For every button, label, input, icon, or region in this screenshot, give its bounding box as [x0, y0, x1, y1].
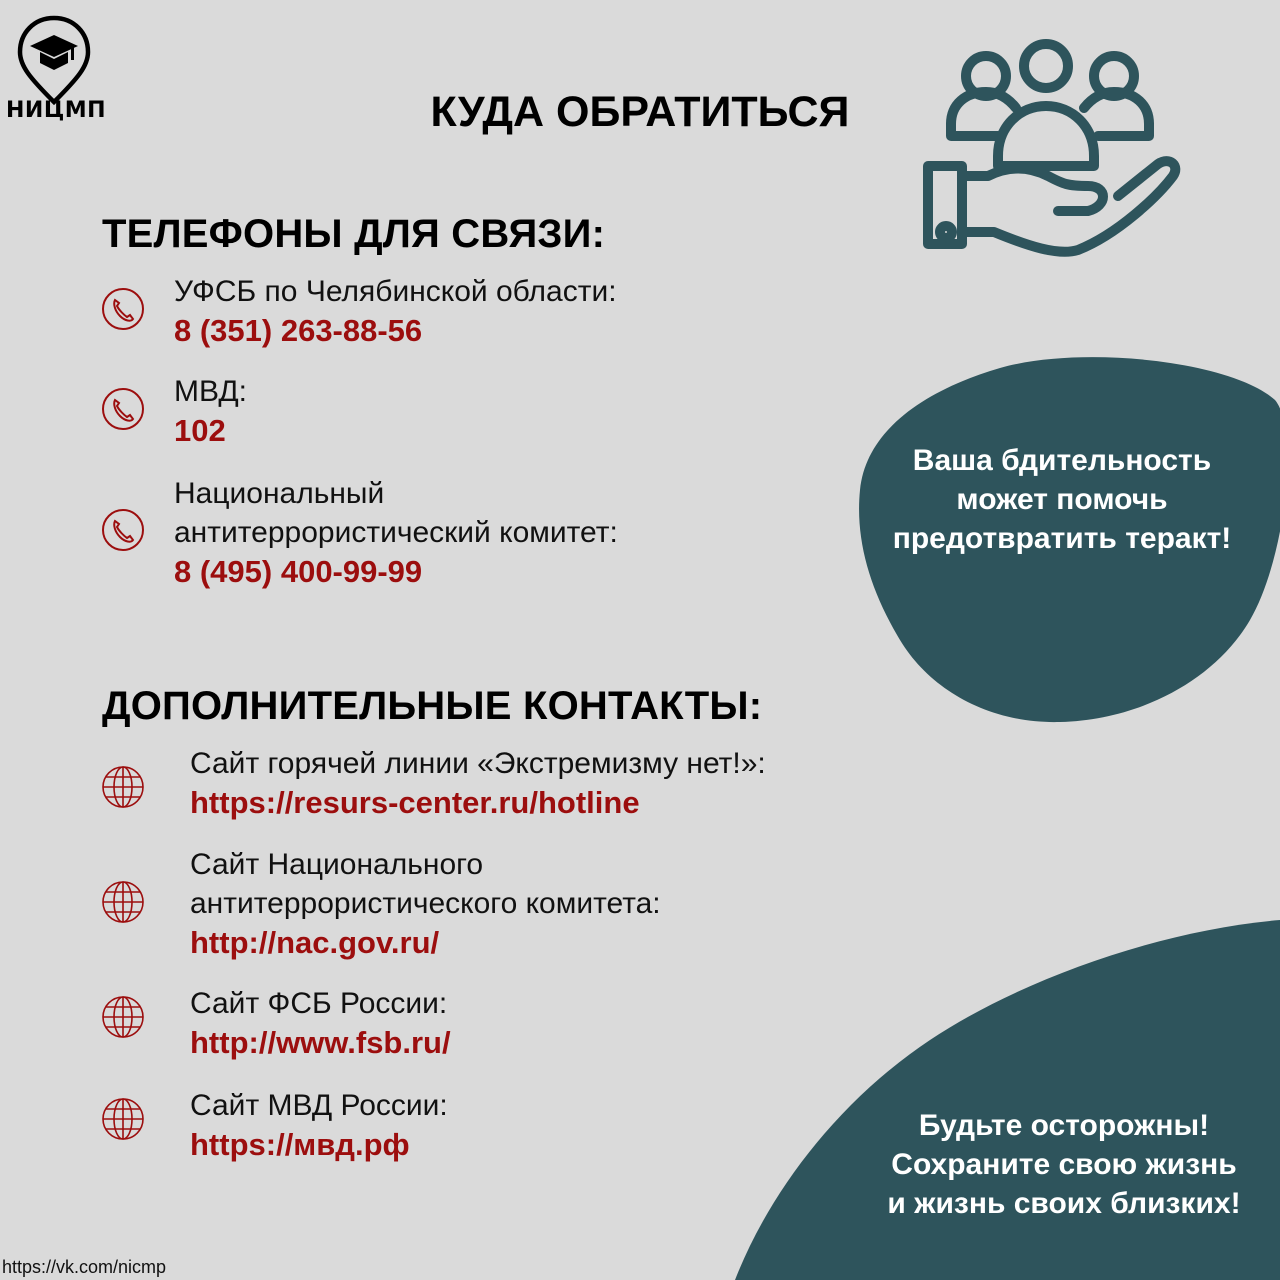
caution-callout	[864, 1106, 1264, 1223]
logo-text: НИЦМП	[6, 98, 107, 123]
globe-icon	[100, 994, 146, 1040]
contact-link[interactable]: http://www.fsb.ru/	[190, 1025, 451, 1060]
callout-line: и жизнь своих близких!	[887, 1187, 1241, 1220]
contact-label: Сайт горячей линии «Экстремизму нет!»:	[190, 747, 766, 780]
callout-line: предотвратить теракт!	[892, 522, 1232, 555]
globe-icon	[100, 764, 146, 810]
vigilance-callout	[862, 441, 1262, 558]
contacts-section-title: ДОПОЛНИТЕЛЬНЫЕ КОНТАКТЫ:	[102, 684, 763, 728]
page-title: КУДА ОБРАТИТЬСЯ	[430, 88, 850, 136]
callout-line: может помочь	[956, 483, 1168, 516]
contact-link[interactable]: http://nac.gov.ru/	[190, 925, 440, 960]
phone-label: МВД:	[174, 375, 247, 408]
phone-icon	[100, 286, 146, 332]
callout-line: Сохраните свою жизнь	[891, 1148, 1237, 1181]
contact-link[interactable]: https://мвд.рф	[190, 1127, 410, 1162]
phones-section-title: ТЕЛЕФОНЫ ДЛЯ СВЯЗИ:	[102, 212, 606, 256]
hand-holding-people-icon	[918, 36, 1188, 266]
callout-blob-bottom	[735, 920, 1280, 1280]
phone-label: антитеррористический комитет:	[174, 516, 618, 549]
globe-icon	[100, 1096, 146, 1142]
phone-icon	[100, 386, 146, 432]
phone-number[interactable]: 102	[174, 413, 226, 448]
phone-number[interactable]: 8 (495) 400-99-99	[174, 554, 423, 589]
contact-label: Сайт Национального	[190, 848, 484, 881]
graduation-cap-icon	[30, 35, 78, 57]
contact-label: Сайт МВД России:	[190, 1089, 448, 1122]
callout-line: Будьте осторожны!	[918, 1109, 1210, 1142]
callout-line: Ваша бдительность	[912, 444, 1212, 477]
phone-number[interactable]: 8 (351) 263-88-56	[174, 313, 423, 348]
contact-link[interactable]: https://resurs-center.ru/hotline	[190, 785, 640, 820]
footer-url[interactable]: https://vk.com/nicmp	[2, 1257, 167, 1277]
contact-label: антитеррористического комитета:	[190, 887, 661, 920]
contact-label: Сайт ФСБ России:	[190, 987, 448, 1020]
phone-label: УФСБ по Челябинской области:	[174, 275, 617, 308]
phone-icon	[100, 507, 146, 553]
phone-label: Национальный	[174, 477, 385, 510]
globe-icon	[100, 879, 146, 925]
